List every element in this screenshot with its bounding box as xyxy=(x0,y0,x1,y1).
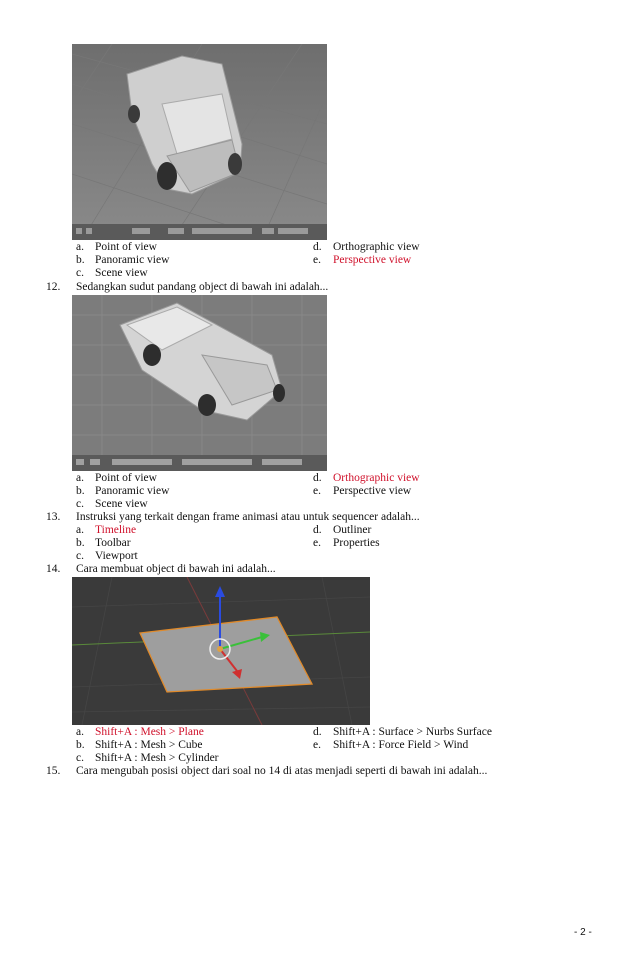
q12-option-b: Panoramic view xyxy=(95,485,170,497)
q11-option-a: Point of view xyxy=(95,241,157,253)
q12-option-c-letter: c. xyxy=(76,498,84,510)
q12-option-a-letter: a. xyxy=(76,472,84,484)
q12-number: 12. xyxy=(46,281,61,293)
q13-option-e-letter: e. xyxy=(313,537,321,549)
truck-orthographic-image xyxy=(72,295,327,471)
q11-option-b-letter: b. xyxy=(76,254,85,266)
q13-option-a: Timeline xyxy=(95,524,137,536)
q13-option-b: Toolbar xyxy=(95,537,131,549)
q13-option-d: Outliner xyxy=(333,524,372,536)
q14-option-b-letter: b. xyxy=(76,739,85,751)
q15-question: Cara mengubah posisi object dari soal no 14 di atas menjadi seperti di bawah ini adalah... xyxy=(76,765,488,777)
truck-perspective-image xyxy=(72,44,327,240)
q11-option-c-letter: c. xyxy=(76,267,84,279)
q11-option-e-letter: e. xyxy=(313,254,321,266)
q11-option-d: Orthographic view xyxy=(333,241,420,253)
q11-option-c: Scene view xyxy=(95,267,148,279)
page-number: - 2 - xyxy=(574,927,592,938)
q12-option-a: Point of view xyxy=(95,472,157,484)
q14-option-a-letter: a. xyxy=(76,726,84,738)
q11-option-d-letter: d. xyxy=(313,241,322,253)
q14-option-e: Shift+A : Force Field > Wind xyxy=(333,739,469,751)
q14-number: 14. xyxy=(46,563,61,575)
q13-option-c-letter: c. xyxy=(76,550,84,562)
q12-option-d: Orthographic view xyxy=(333,472,420,484)
q13-option-c: Viewport xyxy=(95,550,138,562)
q14-option-c: Shift+A : Mesh > Cylinder xyxy=(95,752,219,764)
q14-question: Cara membuat object di bawah ini adalah... xyxy=(76,563,276,575)
q12-option-c: Scene view xyxy=(95,498,148,510)
plane-object-image xyxy=(72,577,370,725)
q12-option-e: Perspective view xyxy=(333,485,412,497)
q12-option-e-letter: e. xyxy=(313,485,321,497)
q15-number: 15. xyxy=(46,765,61,777)
q13-number: 13. xyxy=(46,511,61,523)
q14-option-c-letter: c. xyxy=(76,752,84,764)
q14-option-d-letter: d. xyxy=(313,726,322,738)
q14-option-e-letter: e. xyxy=(313,739,321,751)
q12-question: Sedangkan sudut pandang object di bawah ini adalah... xyxy=(76,281,329,293)
q13-question: Instruksi yang terkait dengan frame animasi atau untuk sequencer adalah... xyxy=(76,511,420,523)
q14-option-b: Shift+A : Mesh > Cube xyxy=(95,739,203,751)
q14-option-a: Shift+A : Mesh > Plane xyxy=(95,726,204,738)
q13-option-e: Properties xyxy=(333,537,380,549)
q11-option-e: Perspective view xyxy=(333,254,412,266)
q13-option-d-letter: d. xyxy=(313,524,322,536)
q14-option-d: Shift+A : Surface > Nurbs Surface xyxy=(333,726,492,738)
q12-option-b-letter: b. xyxy=(76,485,85,497)
q12-option-d-letter: d. xyxy=(313,472,322,484)
q11-option-b: Panoramic view xyxy=(95,254,170,266)
q13-option-b-letter: b. xyxy=(76,537,85,549)
q11-option-a-letter: a. xyxy=(76,241,84,253)
q13-option-a-letter: a. xyxy=(76,524,84,536)
